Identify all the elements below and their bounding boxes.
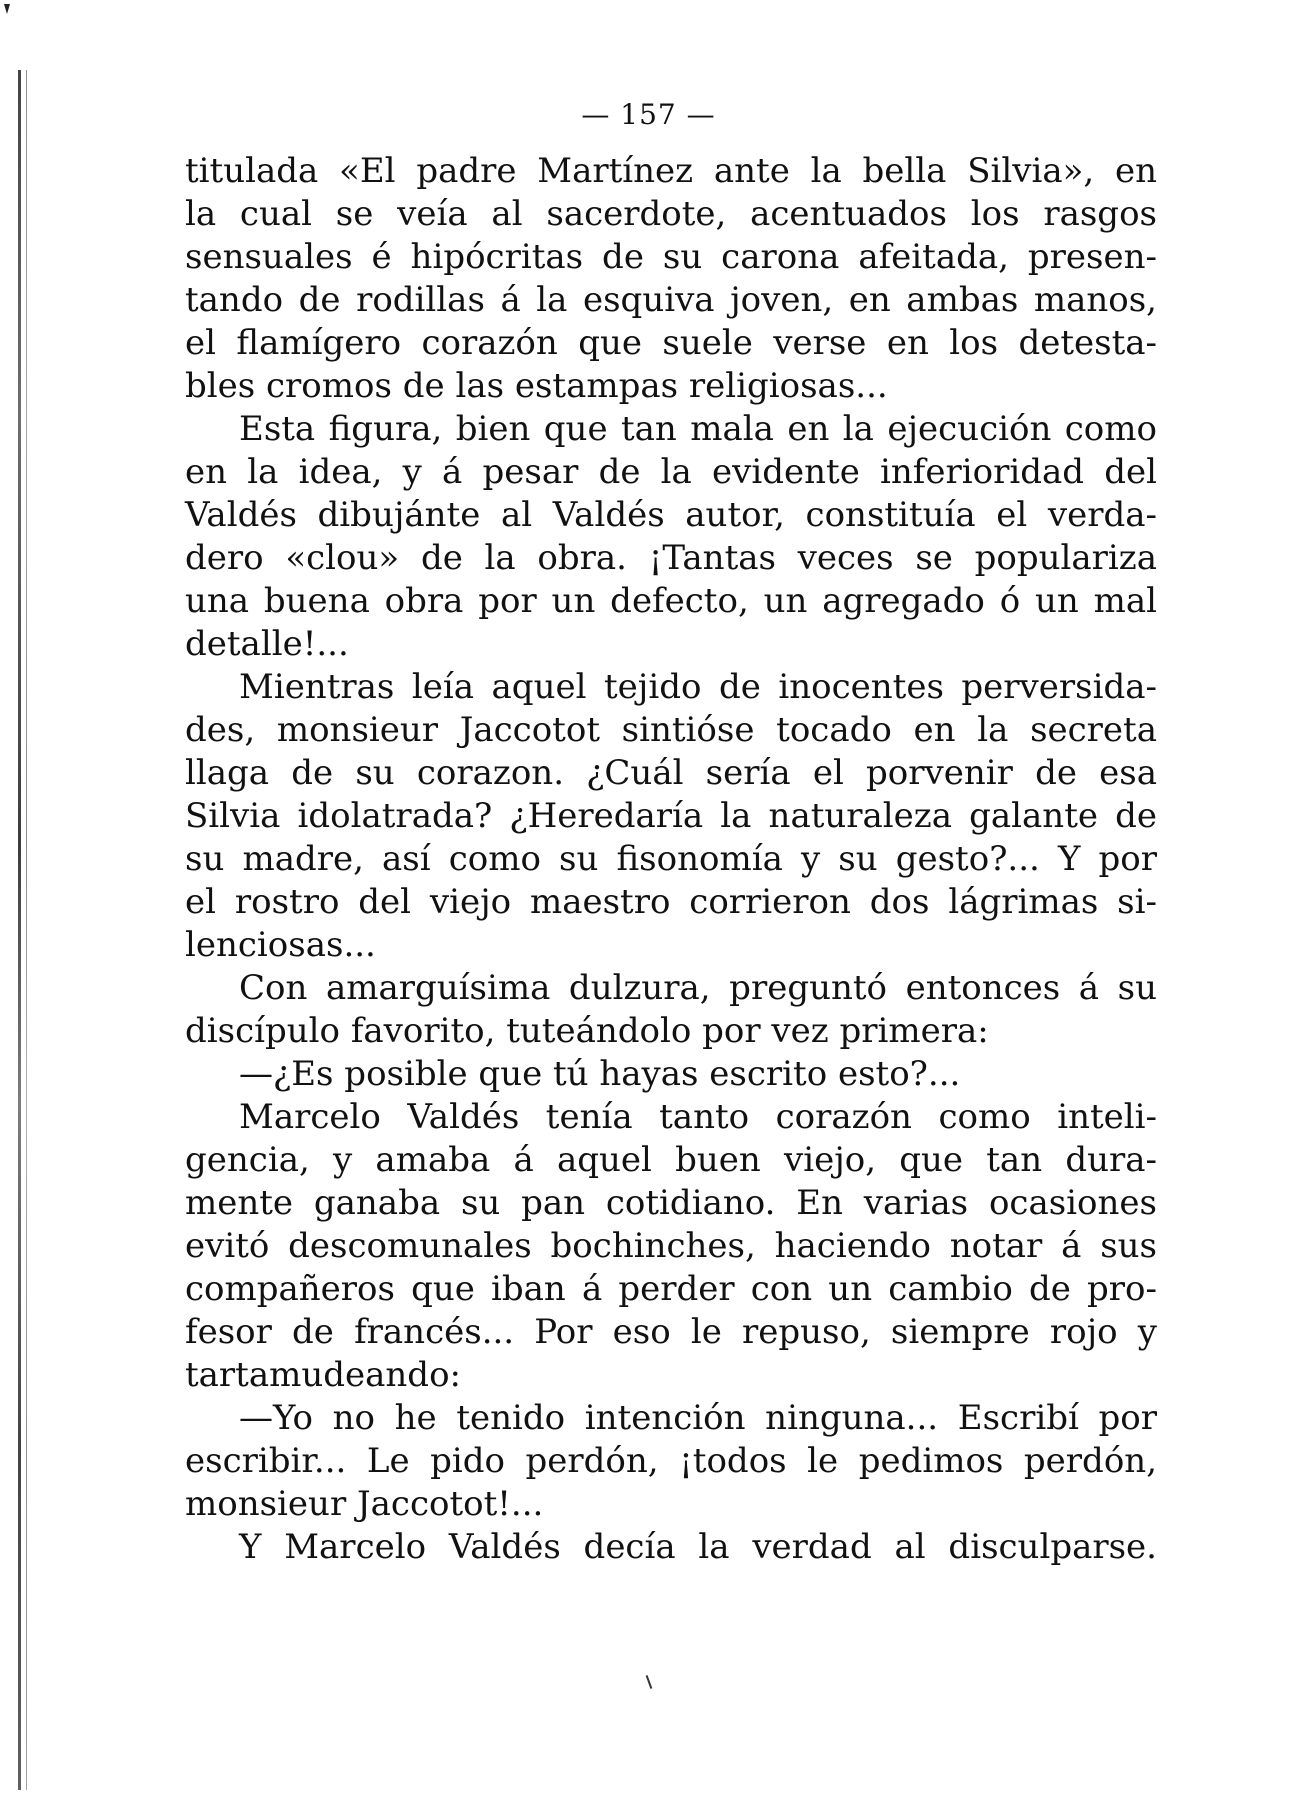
body-text [185,150,1157,1569]
text-line: Valdés dibujánte al Valdés autor, constituía el verda- [185,495,1157,535]
binding-edge-shadow [26,70,27,1790]
text-line: Marcelo Valdés tenía tanto corazón como inteli- [239,1097,1157,1137]
page-number: — 157 — [581,98,716,131]
text-line: compañeros que iban á perder con un cambio de pro- [185,1269,1157,1309]
text-line: el rostro del viejo maestro corrieron dos lágrimas si- [185,882,1157,922]
text-line: —Yo no he tenido intención ninguna... Escribí por [239,1398,1157,1438]
binding-edge [18,70,21,1790]
text-line: dero «clou» de la obra. ¡Tantas veces se populariza [185,538,1157,578]
text-line: discípulo favorito, tuteándolo por vez primera: [185,1011,989,1051]
text-line: Y Marcelo Valdés decía la verdad al disculparse. [239,1527,1157,1567]
text-line: Mientras leía aquel tejido de inocentes perversida- [239,667,1157,707]
text-line: bles cromos de las estampas religiosas... [185,366,888,406]
text-line: Con amarguísima dulzura, preguntó entonces á su [239,968,1157,1008]
text-line: gencia, y amaba á aquel buen viejo, que tan dura- [185,1140,1157,1180]
text-line: llaga de su corazon. ¿Cuál sería el porvenir de esa [185,753,1157,793]
text-line: la cual se veía al sacerdote, acentuados los rasgos [185,194,1157,234]
text-line: evitó descomunales bochinches, haciendo notar á sus [185,1226,1157,1266]
text-line: el flamígero corazón que suele verse en los detesta- [185,323,1157,363]
text-line: Esta figura, bien que tan mala en la ejecución como [239,409,1157,449]
text-line: en la idea, y á pesar de la evidente inferioridad del [185,452,1157,492]
text-line: sensuales é hipócritas de su carona afeitada, presen- [185,237,1157,277]
text-line: detalle!... [185,624,349,664]
ink-speck [646,1675,653,1689]
text-line: lenciosas... [185,925,376,965]
text-line: —¿Es posible que tú hayas escrito esto?... [239,1054,961,1094]
text-line: su madre, así como su fisonomía y su gesto?... Y por [185,839,1157,879]
text-line: monsieur Jaccotot!... [185,1484,544,1524]
text-line: escribir... Le pido perdón, ¡todos le pedimos perdón, [185,1441,1157,1481]
text-line: fesor de francés... Por eso le repuso, siempre rojo y [185,1312,1157,1352]
text-line: des, monsieur Jaccotot sintióse tocado en la secreta [185,710,1157,750]
text-line: mente ganaba su pan cotidiano. En varias ocasiones [185,1183,1157,1223]
text-line: una buena obra por un defecto, un agregado ó un mal [185,581,1157,621]
text-line: tando de rodillas á la esquiva joven, en ambas manos, [185,280,1157,320]
corner-mark [4,4,10,14]
text-line: tartamudeando: [185,1355,462,1395]
text-line: titulada «El padre Martínez ante la bella Silvia», en [185,151,1157,191]
text-line: Silvia idolatrada? ¿Heredaría la naturaleza galante de [185,796,1157,836]
